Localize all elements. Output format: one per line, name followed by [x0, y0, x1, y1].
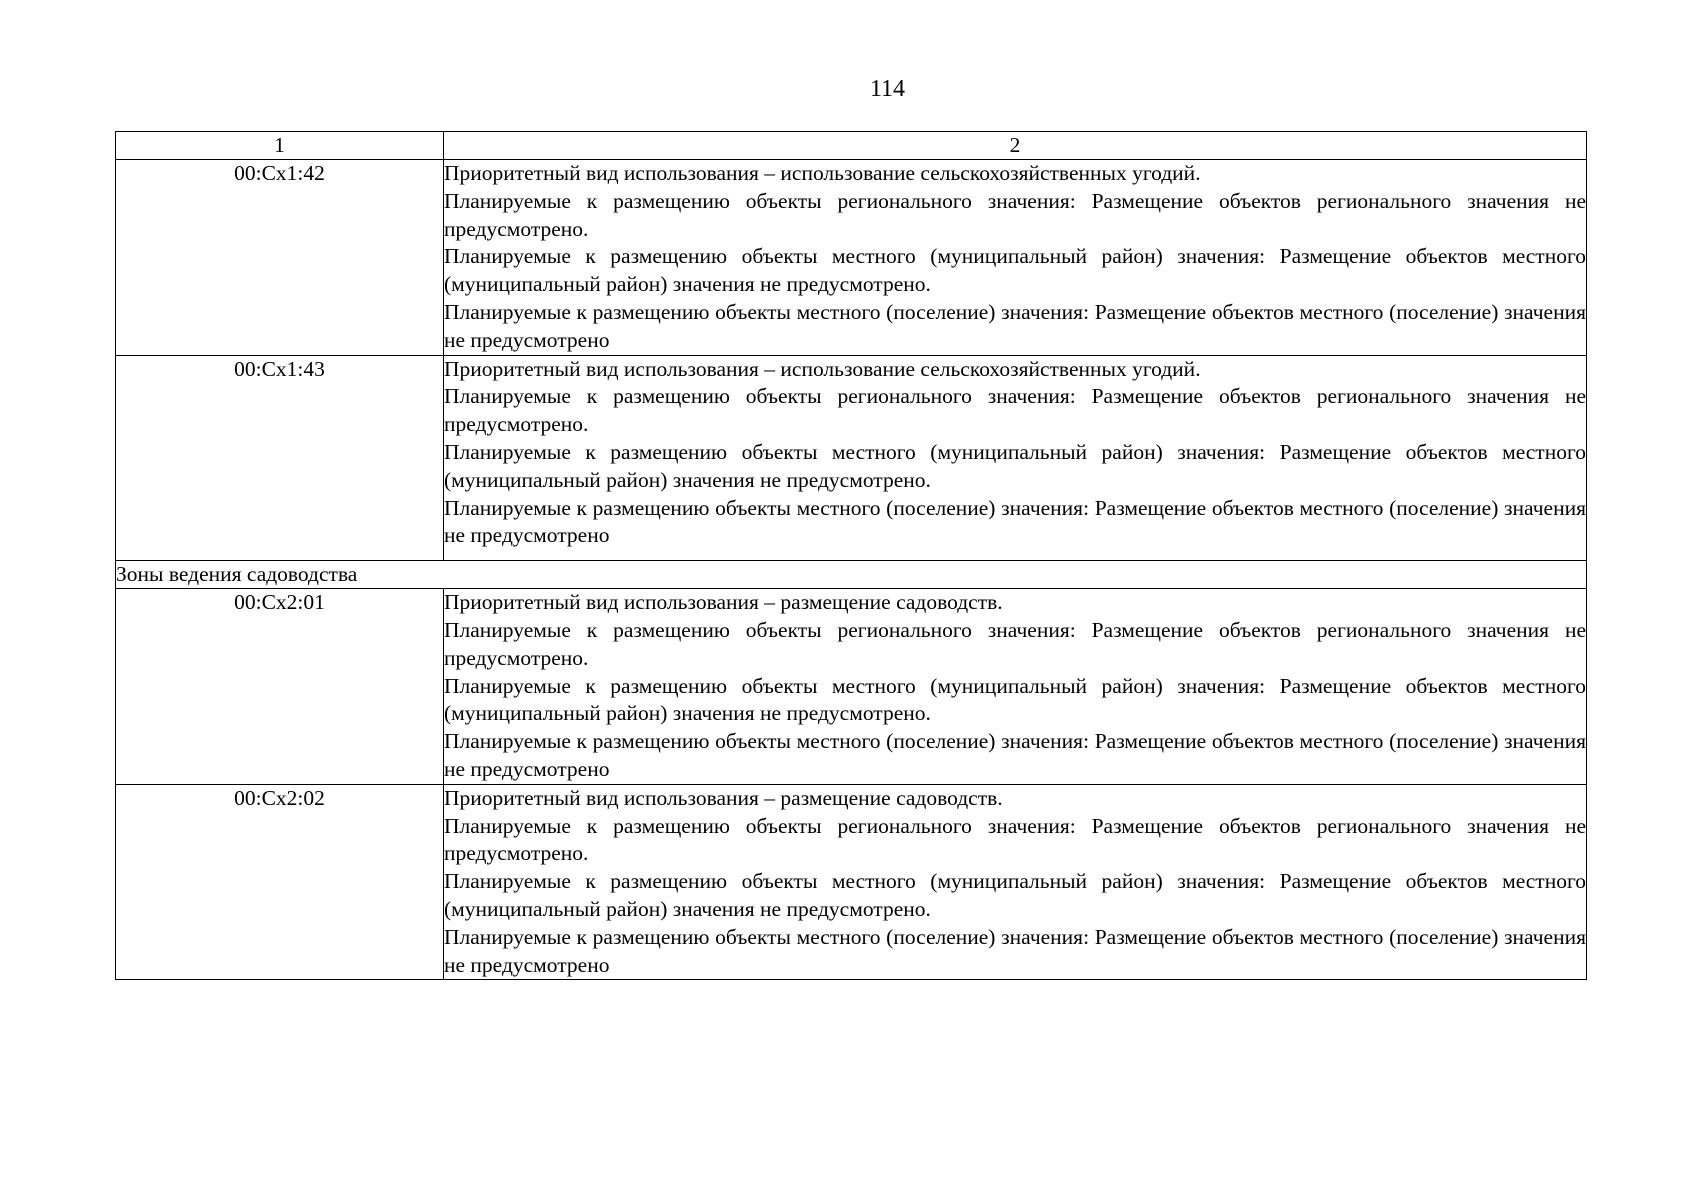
regional-objects-line: Планируемые к размещению объекты регионального значения: Размещение объектов регионального значения не предусмотрено. [444, 188, 1586, 241]
table-header-row [116, 132, 1587, 160]
zone-code-cell: 00:Cx2:02 [116, 784, 444, 980]
district-objects-line: Планируемые к размещению объекты местного (муниципальный район) значения: Размещение объектов местного (муниципальный район) значения не предусмотрено. [444, 439, 1586, 492]
page-number: 114 [869, 76, 906, 102]
settlement-objects-line: Планируемые к размещению объекты местного (поселение) значения: Размещение объектов местного (поселение) значения не предусмотрено [444, 299, 1586, 352]
zone-code-cell: 00:Cx1:43 [116, 355, 444, 561]
zone-description-cell [444, 784, 1587, 980]
zones-table [115, 131, 1587, 980]
priority-use-line: Приоритетный вид использования – использование сельскохозяйственных угодий. [444, 161, 1201, 185]
settlement-objects-line: Планируемые к размещению объекты местного (поселение) значения: Размещение объектов местного (поселение) значения не предусмотрено [444, 495, 1586, 548]
district-objects-line: Планируемые к размещению объекты местного (муниципальный район) значения: Размещение объектов местного (муниципальный район) значения не предусмотрено. [444, 673, 1586, 726]
zone-description-cell [444, 355, 1587, 561]
regional-objects-line: Планируемые к размещению объекты регионального значения: Размещение объектов регионального значения не предусмотрено. [444, 813, 1586, 866]
section-title: Зоны ведения садоводства [116, 561, 1587, 589]
priority-use-line: Приоритетный вид использования – размещение садоводств. [444, 590, 1003, 615]
regional-objects-line: Планируемые к размещению объекты регионального значения: Размещение объектов регионального значения не предусмотрено. [444, 617, 1586, 670]
table-row [116, 355, 1587, 561]
regional-objects-line: Планируемые к размещению объекты регионального значения: Размещение объектов регионального значения не предусмотрено. [444, 384, 1586, 437]
settlement-objects-line: Планируемые к размещению объекты местного (поселение) значения: Размещение объектов местного (поселение) значения не предусмотрено [444, 729, 1586, 781]
settlement-objects-line: Планируемые к размещению объекты местного (поселение) значения: Размещение объектов местного (поселение) значения не предусмотрено [444, 924, 1586, 977]
priority-use-line: Приоритетный вид использования – размещение садоводств. [444, 785, 1003, 810]
district-objects-line: Планируемые к размещению объекты местного (муниципальный район) значения: Размещение объектов местного (муниципальный район) значения не предусмотрено. [444, 244, 1586, 297]
table-row [116, 160, 1587, 356]
table-row [116, 784, 1587, 980]
zone-description-cell [444, 160, 1587, 356]
zone-description-cell [444, 589, 1587, 785]
column-header-1: 1 [116, 132, 444, 160]
priority-use-line: Приоритетный вид использования – использование сельскохозяйственных угодий. [444, 356, 1201, 381]
zone-code-cell: 00:Cx2:01 [116, 589, 444, 785]
section-row [116, 561, 1587, 589]
table-row [116, 589, 1587, 785]
column-header-2: 2 [444, 132, 1587, 160]
district-objects-line: Планируемые к размещению объекты местного (муниципальный район) значения: Размещение объектов местного (муниципальный район) значения не предусмотрено. [444, 869, 1586, 921]
zone-code-cell: 00:Cx1:42 [116, 160, 444, 356]
